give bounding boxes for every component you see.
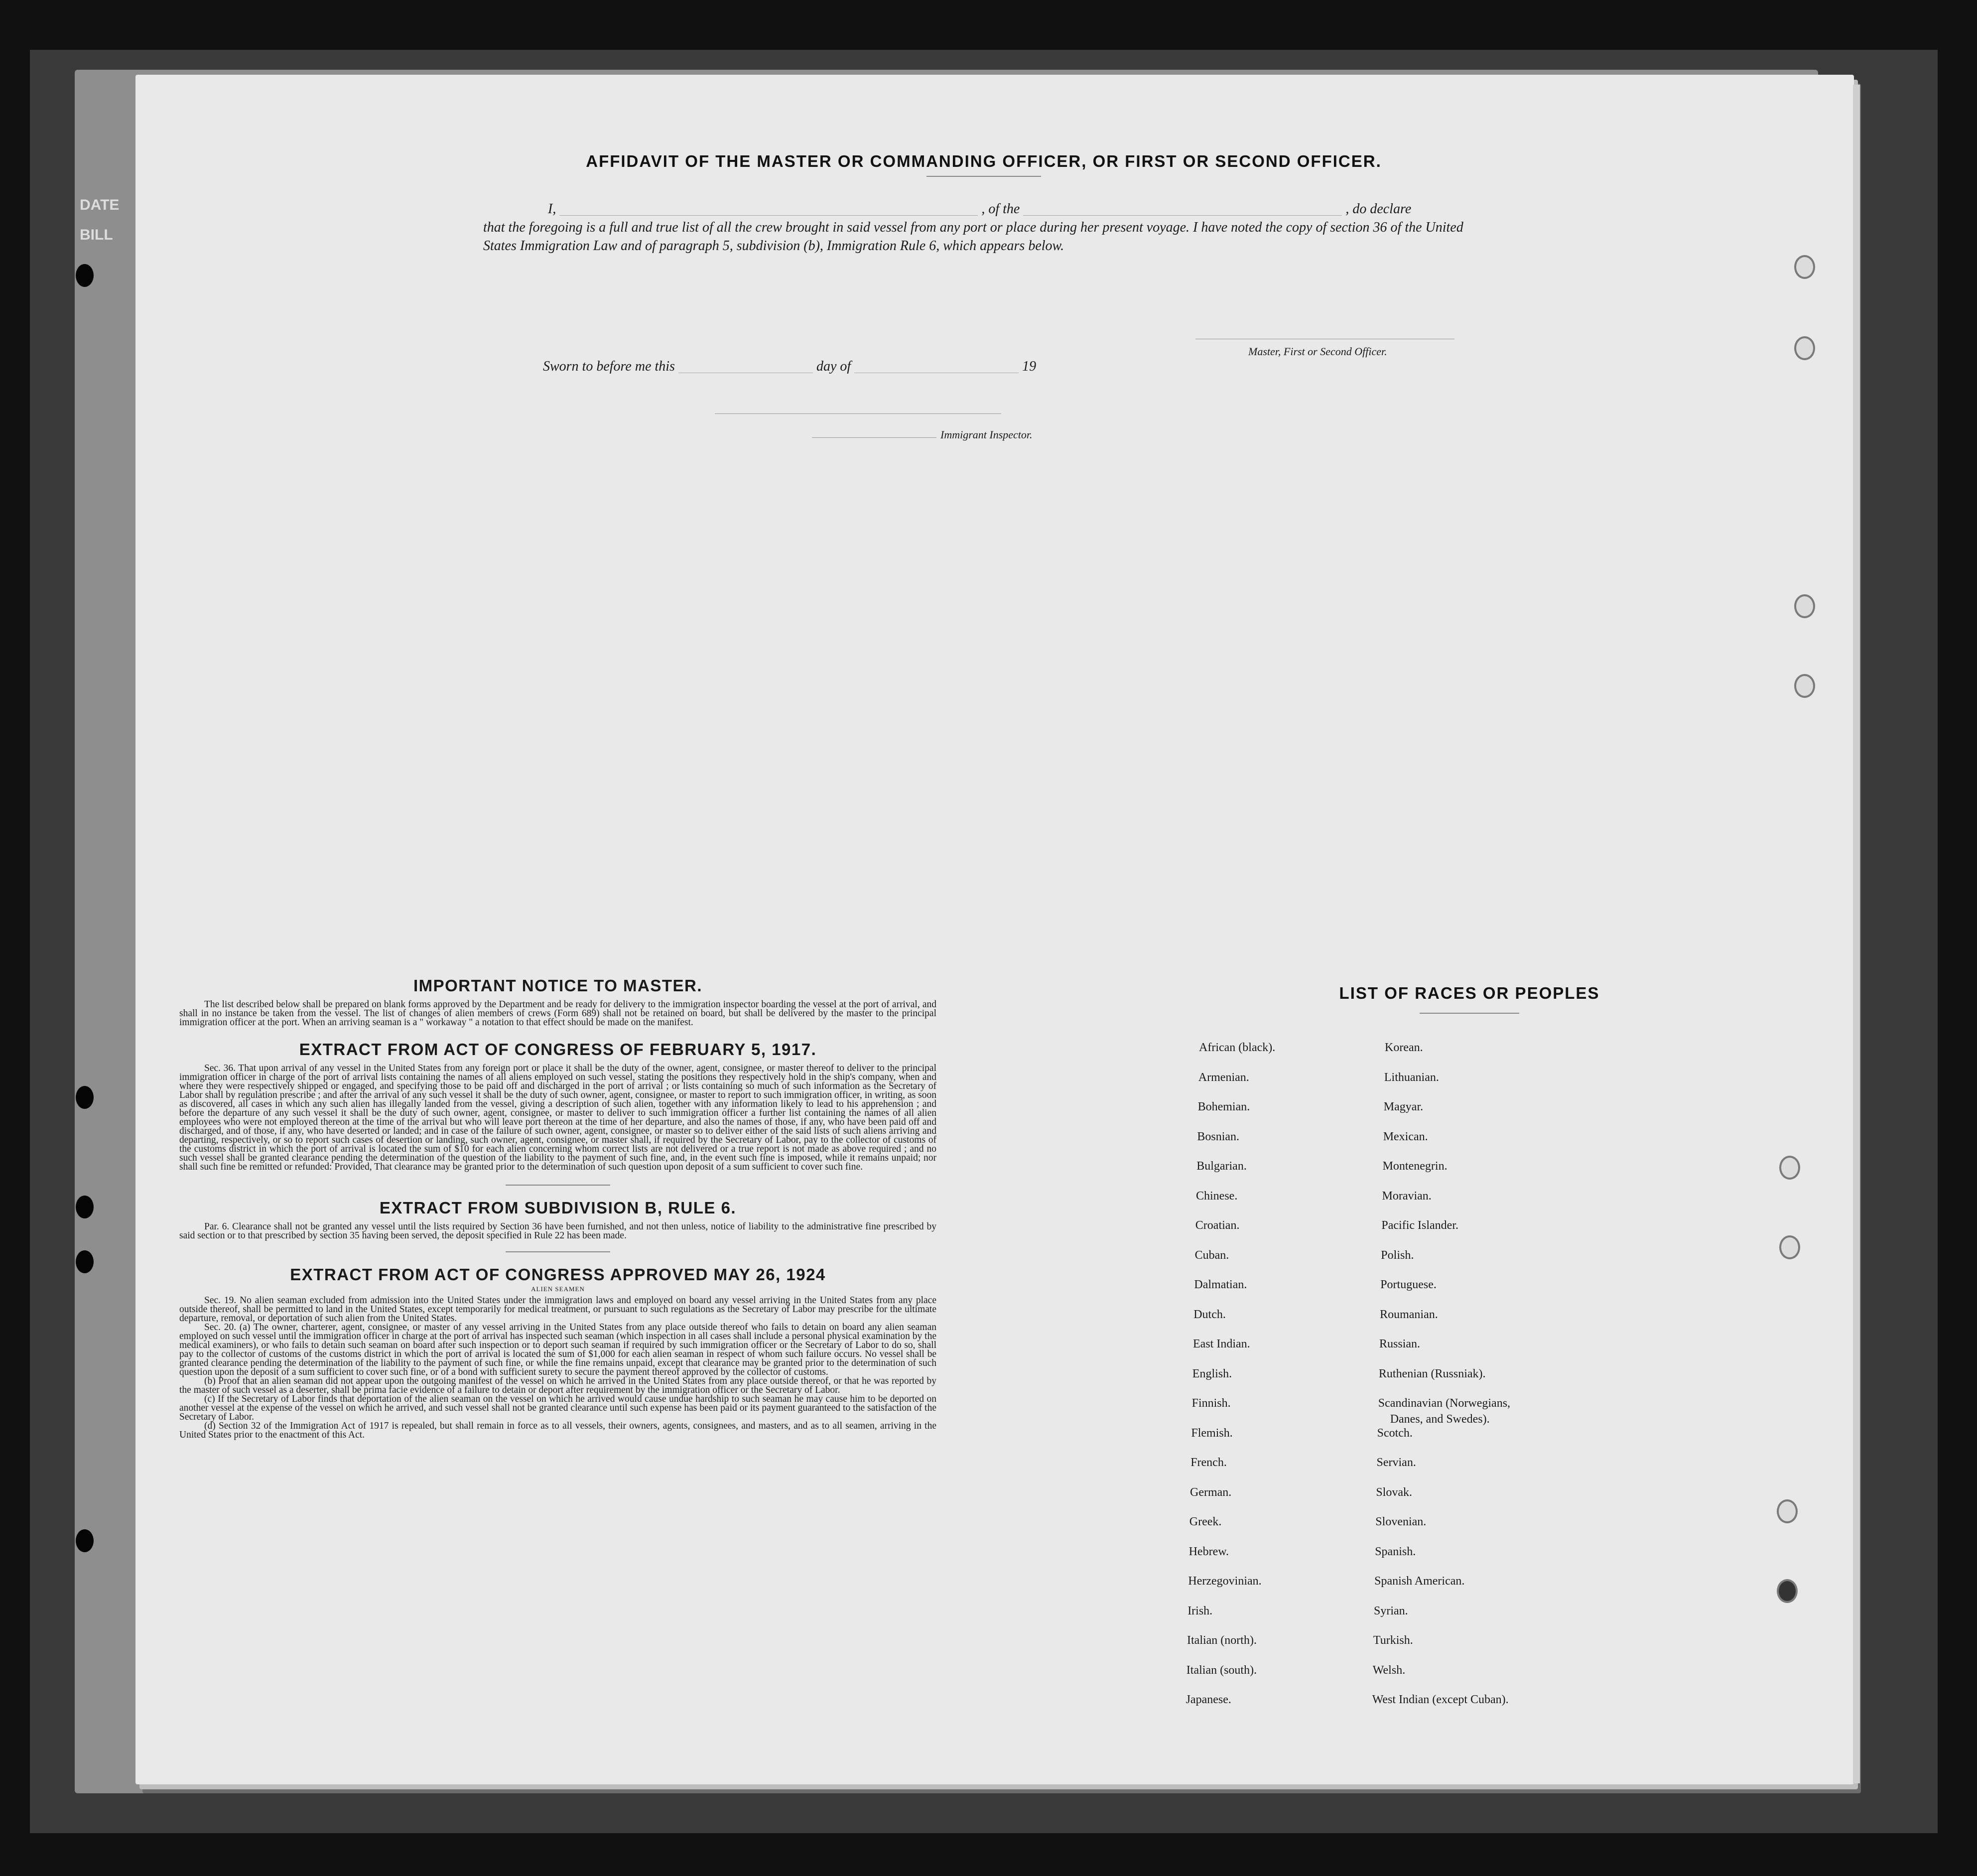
punch-hole <box>1777 1579 1798 1603</box>
punch-hole <box>1794 674 1815 698</box>
sheet-edge <box>1853 85 1860 1783</box>
binder-hole-left <box>76 1196 94 1218</box>
affidavit-section <box>483 152 1484 255</box>
race-item: Japanese. <box>1186 1693 1231 1706</box>
affidavit-of-the: , of the <box>981 201 1020 217</box>
race-item: English. <box>1192 1367 1232 1380</box>
race-item: German. <box>1190 1485 1232 1499</box>
signature-label: Master, First or Second Officer. <box>1248 345 1387 358</box>
race-item: Cuban. <box>1194 1248 1229 1262</box>
sworn-day-of: day of <box>816 359 851 374</box>
race-item: Montenegrin. <box>1382 1160 1448 1173</box>
punch-hole <box>1777 1499 1798 1523</box>
name-blank[interactable] <box>559 204 978 216</box>
race-item: Croatian. <box>1195 1219 1240 1232</box>
punch-hole <box>1779 1156 1800 1180</box>
race-item: Polish. <box>1381 1248 1414 1262</box>
divider <box>506 1251 610 1252</box>
sworn-month-blank[interactable] <box>854 362 1019 373</box>
binder-hole-left <box>76 1529 94 1552</box>
punch-hole <box>1794 336 1815 360</box>
race-item: Bulgarian. <box>1196 1160 1247 1173</box>
race-item: Mexican. <box>1383 1130 1428 1143</box>
affidavit-i: I, <box>548 201 556 217</box>
race-item: Welsh. <box>1372 1663 1406 1677</box>
sworn-year: 19 <box>1022 359 1037 374</box>
vessel-blank[interactable] <box>1023 204 1342 216</box>
extract-1924-paragraph: (d) Section 32 of the Immigration Act of 1917 is repealed, but shall remain in force as to all vessels, their owners, agents, consignees, and masters, and as to all seamen, arriving in the United States prior to the enactment of this Act. <box>179 1421 936 1440</box>
binder-hole-left <box>76 1086 94 1109</box>
race-item: Turkish. <box>1373 1634 1413 1647</box>
race-item: Servian. <box>1376 1456 1416 1469</box>
race-item: Italian (south). <box>1186 1663 1257 1677</box>
extract-1924-paragraph: (c) If the Secretary of Labor finds that deportation of the alien seaman on the vessel on which he arrived would cause undue hardship to such seaman he may cause him to be deported on another vessel at the expense of the vessel on which he arrived, and such vessel shall not be granted clearance until such expense has been paid or its payment guaranteed to the satisfaction of the Secretary of Labor. <box>179 1394 936 1422</box>
race-item: Dalmatian. <box>1194 1278 1247 1291</box>
legal-extracts <box>179 976 936 1440</box>
race-item: Greek. <box>1189 1515 1222 1528</box>
race-item: Russian. <box>1379 1338 1421 1350</box>
race-item: Italian (north). <box>1187 1634 1257 1647</box>
race-item: French. <box>1190 1456 1227 1469</box>
divider <box>926 176 1041 177</box>
race-item: Dutch. <box>1193 1308 1226 1321</box>
race-item: Irish. <box>1187 1604 1213 1617</box>
sworn-line <box>543 359 1036 375</box>
race-item: East Indian. <box>1193 1338 1250 1350</box>
extract-rule6-body: Par. 6. Clearance shall not be granted any vessel until the lists required by Section 36 have been furnished, and not then unless, notice of liability to the administrative fine prescribed by said section or to that prescribed by section 35 having been served, the deposit specified in Rule 22 has been made. <box>179 1221 936 1241</box>
extract-1924-paragraph: Sec. 19. No alien seaman excluded from admission into the United States under the immigration laws and employed on board any vessel arriving in the United States from any place outside thereof, shall be permitted to land in the United States, except temporarily for medical treatment, or pursuant to such regulations as the Secretary of Labor may prescribe for the ultimate departure, removal, or deportation of such alien from the United States. <box>179 1295 936 1324</box>
race-item: Ruthenian (Russniak). <box>1378 1367 1486 1380</box>
divider <box>1420 1013 1519 1014</box>
binder-label-bill: BILL <box>80 227 113 243</box>
extract-1924-paragraph: Sec. 20. (a) The owner, charterer, agent, consignee, or master of any vessel arriving in the United States from any place outside thereof who fails to detain on board any alien seaman employed on such vessel until the immigration officer in charge at the port of arrival has inspected such seaman (which inspection in all cases shall include a personal physical examination by the medical examiners), or who fails to detain such seaman on board after such inspection or to deport such seaman if required by such immigration officer or the Secretary of Labor to do so, shall pay to the collector of customs of the customs district in which the port of arrival is located the sum of $1,000 for each alien seaman in respect of whom such failure occurs. No vessel shall be granted clearance pending the determination of the liability to the payment of such fine, or while the fine remains unpaid, except that clearance may be granted prior to the determination of such question upon the deposit of a sum sufficient to cover such fine, or of a bond with sufficient surety to secure the payment thereof approved by the collector of customs. <box>179 1322 936 1377</box>
notice-body: The list described below shall be prepared on blank forms approved by the Department and be ready for delivery to the immigration inspector boarding the vessel at the port of arrival, and shall in no instance be taken from the vessel. The list of changes of alien members of crews (Form 689) shall not be retained on board, but shall be delivered by the master to the principal immigration officer at the port. When an arriving seaman is a " workaway " a notation to that effect should be made on the manifest. <box>179 999 936 1028</box>
notice-title: IMPORTANT NOTICE TO MASTER. <box>413 976 703 995</box>
race-item: Bohemian. <box>1197 1100 1250 1113</box>
race-item: Moravian. <box>1382 1189 1432 1203</box>
race-item: Finnish. <box>1191 1397 1231 1410</box>
divider <box>506 1185 610 1186</box>
race-item: African (black). <box>1199 1041 1276 1054</box>
race-item: Bosnian. <box>1197 1130 1240 1143</box>
binder-label-date: DATE <box>80 197 120 213</box>
race-item: Herzegovinian. <box>1188 1575 1262 1588</box>
extract-1917-title: EXTRACT FROM ACT OF CONGRESS OF FEBRUARY 5, 1917. <box>299 1040 817 1059</box>
inspector-rule <box>715 413 1001 414</box>
sworn-prefix: Sworn to before me this <box>543 359 675 374</box>
race-item: Flemish. <box>1191 1426 1233 1440</box>
form-page <box>135 75 1854 1784</box>
punch-hole <box>1794 594 1815 618</box>
race-item: Slovak. <box>1376 1485 1413 1499</box>
binder-hole-left <box>76 1250 94 1273</box>
affidavit-title: AFFIDAVIT OF THE MASTER OR COMMANDING OFFICER, OR FIRST OR SECOND OFFICER. <box>586 152 1382 170</box>
affidavit-declare: , do declare <box>1345 201 1412 217</box>
race-item: Spanish. <box>1375 1545 1416 1558</box>
races-list-section <box>1171 984 1768 1706</box>
affidavit-text <box>483 200 1484 255</box>
binder-hole-left <box>76 264 94 287</box>
extract-1924-title: EXTRACT FROM ACT OF CONGRESS APPROVED MAY 26, 1924 <box>290 1265 826 1284</box>
race-item: Syrian. <box>1374 1604 1408 1617</box>
inspector-label: Immigrant Inspector. <box>940 428 1033 441</box>
punch-hole <box>1779 1235 1800 1259</box>
extract-1924-subtitle: ALIEN SEAMEN <box>531 1285 585 1293</box>
race-item: Chinese. <box>1196 1189 1238 1203</box>
inspector-signature-line[interactable] <box>812 437 936 438</box>
race-item: Scotch. <box>1377 1426 1413 1440</box>
race-item: Slovenian. <box>1375 1515 1427 1528</box>
race-item: Danes, and Swedes). <box>1390 1413 1490 1426</box>
sworn-day-blank[interactable] <box>678 362 813 373</box>
extract-1924-paragraph: (b) Proof that an alien seaman did not appear upon the outgoing manifest of the vessel on which he arrived in the United States from any place outside thereof, or that he was reported by the master of such vessel as a deserter, shall be prima facie evidence of a failure to detain or deport after requirement by the immigration officer or the Secretary of Labor. <box>179 1376 936 1395</box>
race-item: Spanish American. <box>1374 1575 1465 1588</box>
race-item: Pacific Islander. <box>1381 1219 1458 1232</box>
extract-rule6-title: EXTRACT FROM SUBDIVISION B, RULE 6. <box>379 1199 737 1217</box>
affidavit-body: that the foregoing is a full and true list of all the crew brought in said vessel from any port or place during her present voyage. I have noted the copy of section 36 of the United States Immigration Law and of paragraph 5, subdivision (b), Immigration Rule 6, which appears below. <box>483 220 1463 254</box>
race-item: Magyar. <box>1383 1100 1424 1113</box>
race-item: Scandinavian (Norwegians, <box>1378 1397 1511 1410</box>
races-title: LIST OF RACES OR PEOPLES <box>1339 984 1600 1002</box>
race-item: Lithuanian. <box>1384 1071 1439 1084</box>
punch-hole <box>1794 255 1815 279</box>
race-item: Roumanian. <box>1380 1308 1438 1321</box>
race-item: Korean. <box>1385 1041 1423 1054</box>
race-item: West Indian (except Cuban). <box>1372 1693 1509 1706</box>
race-item: Armenian. <box>1198 1071 1249 1084</box>
extract-1917-body: Sec. 36. That upon arrival of any vessel in the United States from any foreign port or place it shall be the duty of the owner, agent, consignee, or master thereof to deliver to the principal immigration officer in charge of the port of arrival lists containing the names of all aliens employed on such vessel, stating the positions they respectively hold in the ship's company, when and where they were respectively shipped or engaged, and specifying those to be paid off and discharged in the port of arrival ; or lists containing so much of such information as the Secretary of Labor shall by regulation prescribe ; and after the arrival of any such vessel it shall be the duty of such owner, agent, consignee, or master to report to such immigration officer, in writing, as soon as discovered, all cases in which any such alien has illegally landed from the vessel, giving a description of such alien, together with any information likely to lead to his apprehension ; and before the departure of any such vessel it shall be the duty of such owner, agent, consignee, or master to deliver to such immigration officer a further list containing the names of all alien employees who were not employed thereon at the time of the arrival but who will leave port thereon at the time of her departure, and also the names of those, if any, who have been paid off and discharged, and of those, if any, who have deserted or landed; and in case of the failure of such owner, agent, consignee, or master so to deliver either of the said lists of such aliens arriving and departing, respectively, or so to report such cases of desertion or landing, such owner, agent, consignee, or master shall, if required by the Secretary of Labor, pay to the collector of customs of the customs district in which the port of arrival is located the sum of $10 for each alien concerning whom correct lists are not delivered or a true report is not made as above required ; and no such vessel shall be granted clearance pending the determination of the question of the liability to the payment of such fine, and, in the event such fine is imposed, while it remains unpaid; nor shall such fine be remitted or refunded: Provided, That clearance may be granted prior to the determination of such question upon deposit of a sum sufficient to cover such fine. <box>179 1063 936 1172</box>
race-item: Portuguese. <box>1380 1278 1437 1291</box>
race-item: Hebrew. <box>1188 1545 1229 1558</box>
